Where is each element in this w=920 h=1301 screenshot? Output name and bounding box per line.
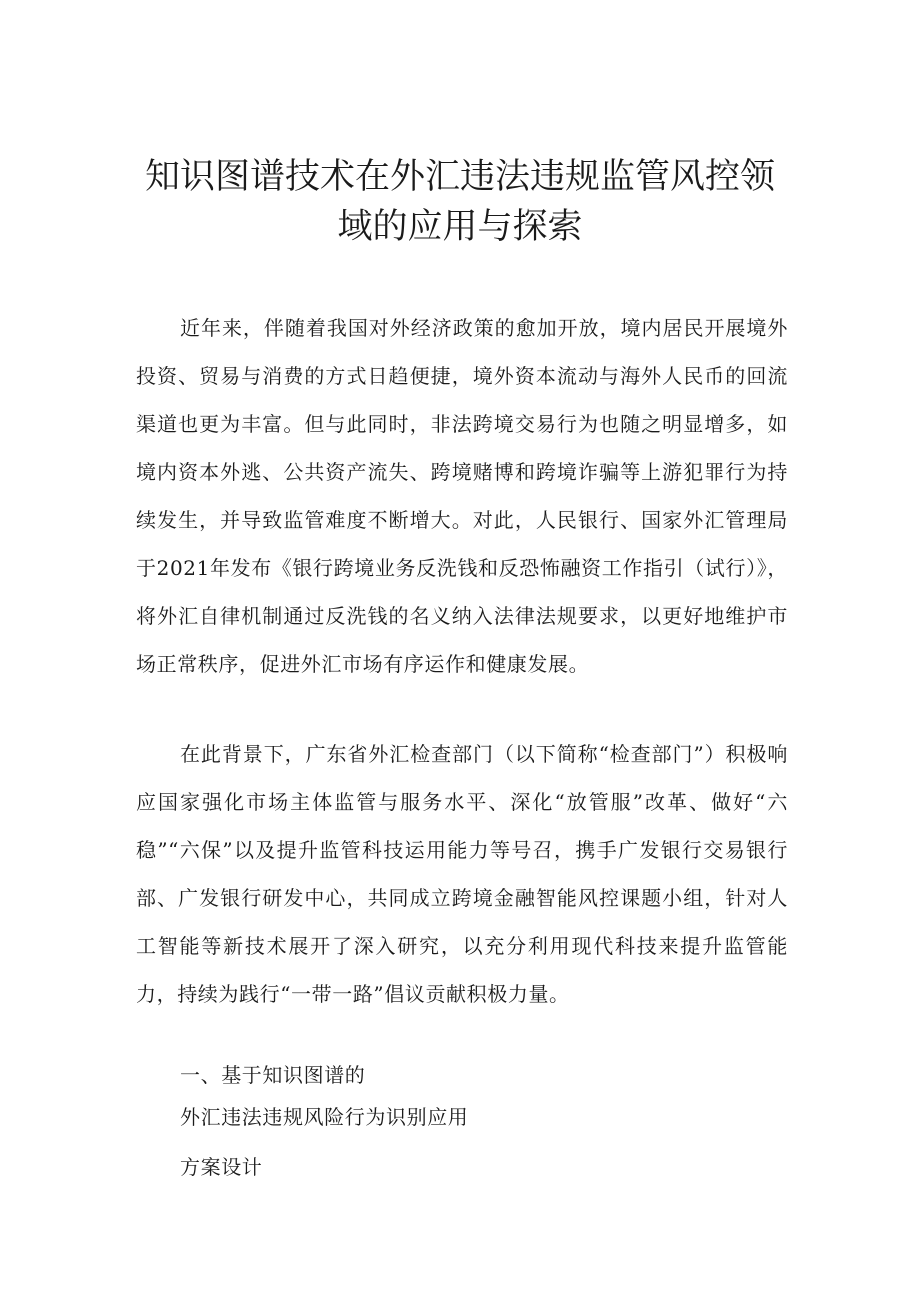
section-heading-line-3: 方案设计: [180, 1155, 263, 1179]
body-paragraph-1: 近年来，伴随着我国对外经济政策的愈加开放，境内居民开展境外投资、贸易与消费的方式日趋便捷，境外资本流动与海外人民币的回流渠道也更为丰富。但与此同时，非法跨境交易行为也随之明显增多，如境内资本外逃、公共资产流失、跨境赌博和跨境诈骗等上游犯罪行为持续发生，并导致监管难度不断增大。对此，人民银行、国家外汇管理局于2021年发布《银行跨境业务反洗钱和反恐怖融资工作指引（试行）》，将外汇自律机制通过反洗钱的名义纳入法律法规要求，以更好地维护市场正常秩序，促进外汇市场有序运作和健康发展。: [136, 316, 788, 676]
body-paragraph-2: 在此背景下，广东省外汇检查部门（以下简称“检查部门”）积极响应国家强化市场主体监管与服务水平、深化“放管服”改革、做好“六稳”“六保”以及提升监管科技运用能力等号召，携手广发银行交易银行部、广发银行研发中心，共同成立跨境金融智能风控课题小组，针对人工智能等新技术展开了深入研究，以充分利用现代科技来提升监管能力，持续为践行“一带一路”倡议贡献积极力量。: [136, 742, 788, 1006]
document-title: [130, 152, 790, 252]
title-line-2: 域的应用与探索: [337, 207, 583, 247]
section-heading-line-2: 外汇违法违规风险行为识别应用: [180, 1105, 469, 1129]
title-line-1: 知识图谱技术在外汇违法违规监管风控领: [144, 157, 775, 197]
section-heading-line-1: 一、基于知识图谱的: [180, 1063, 366, 1087]
